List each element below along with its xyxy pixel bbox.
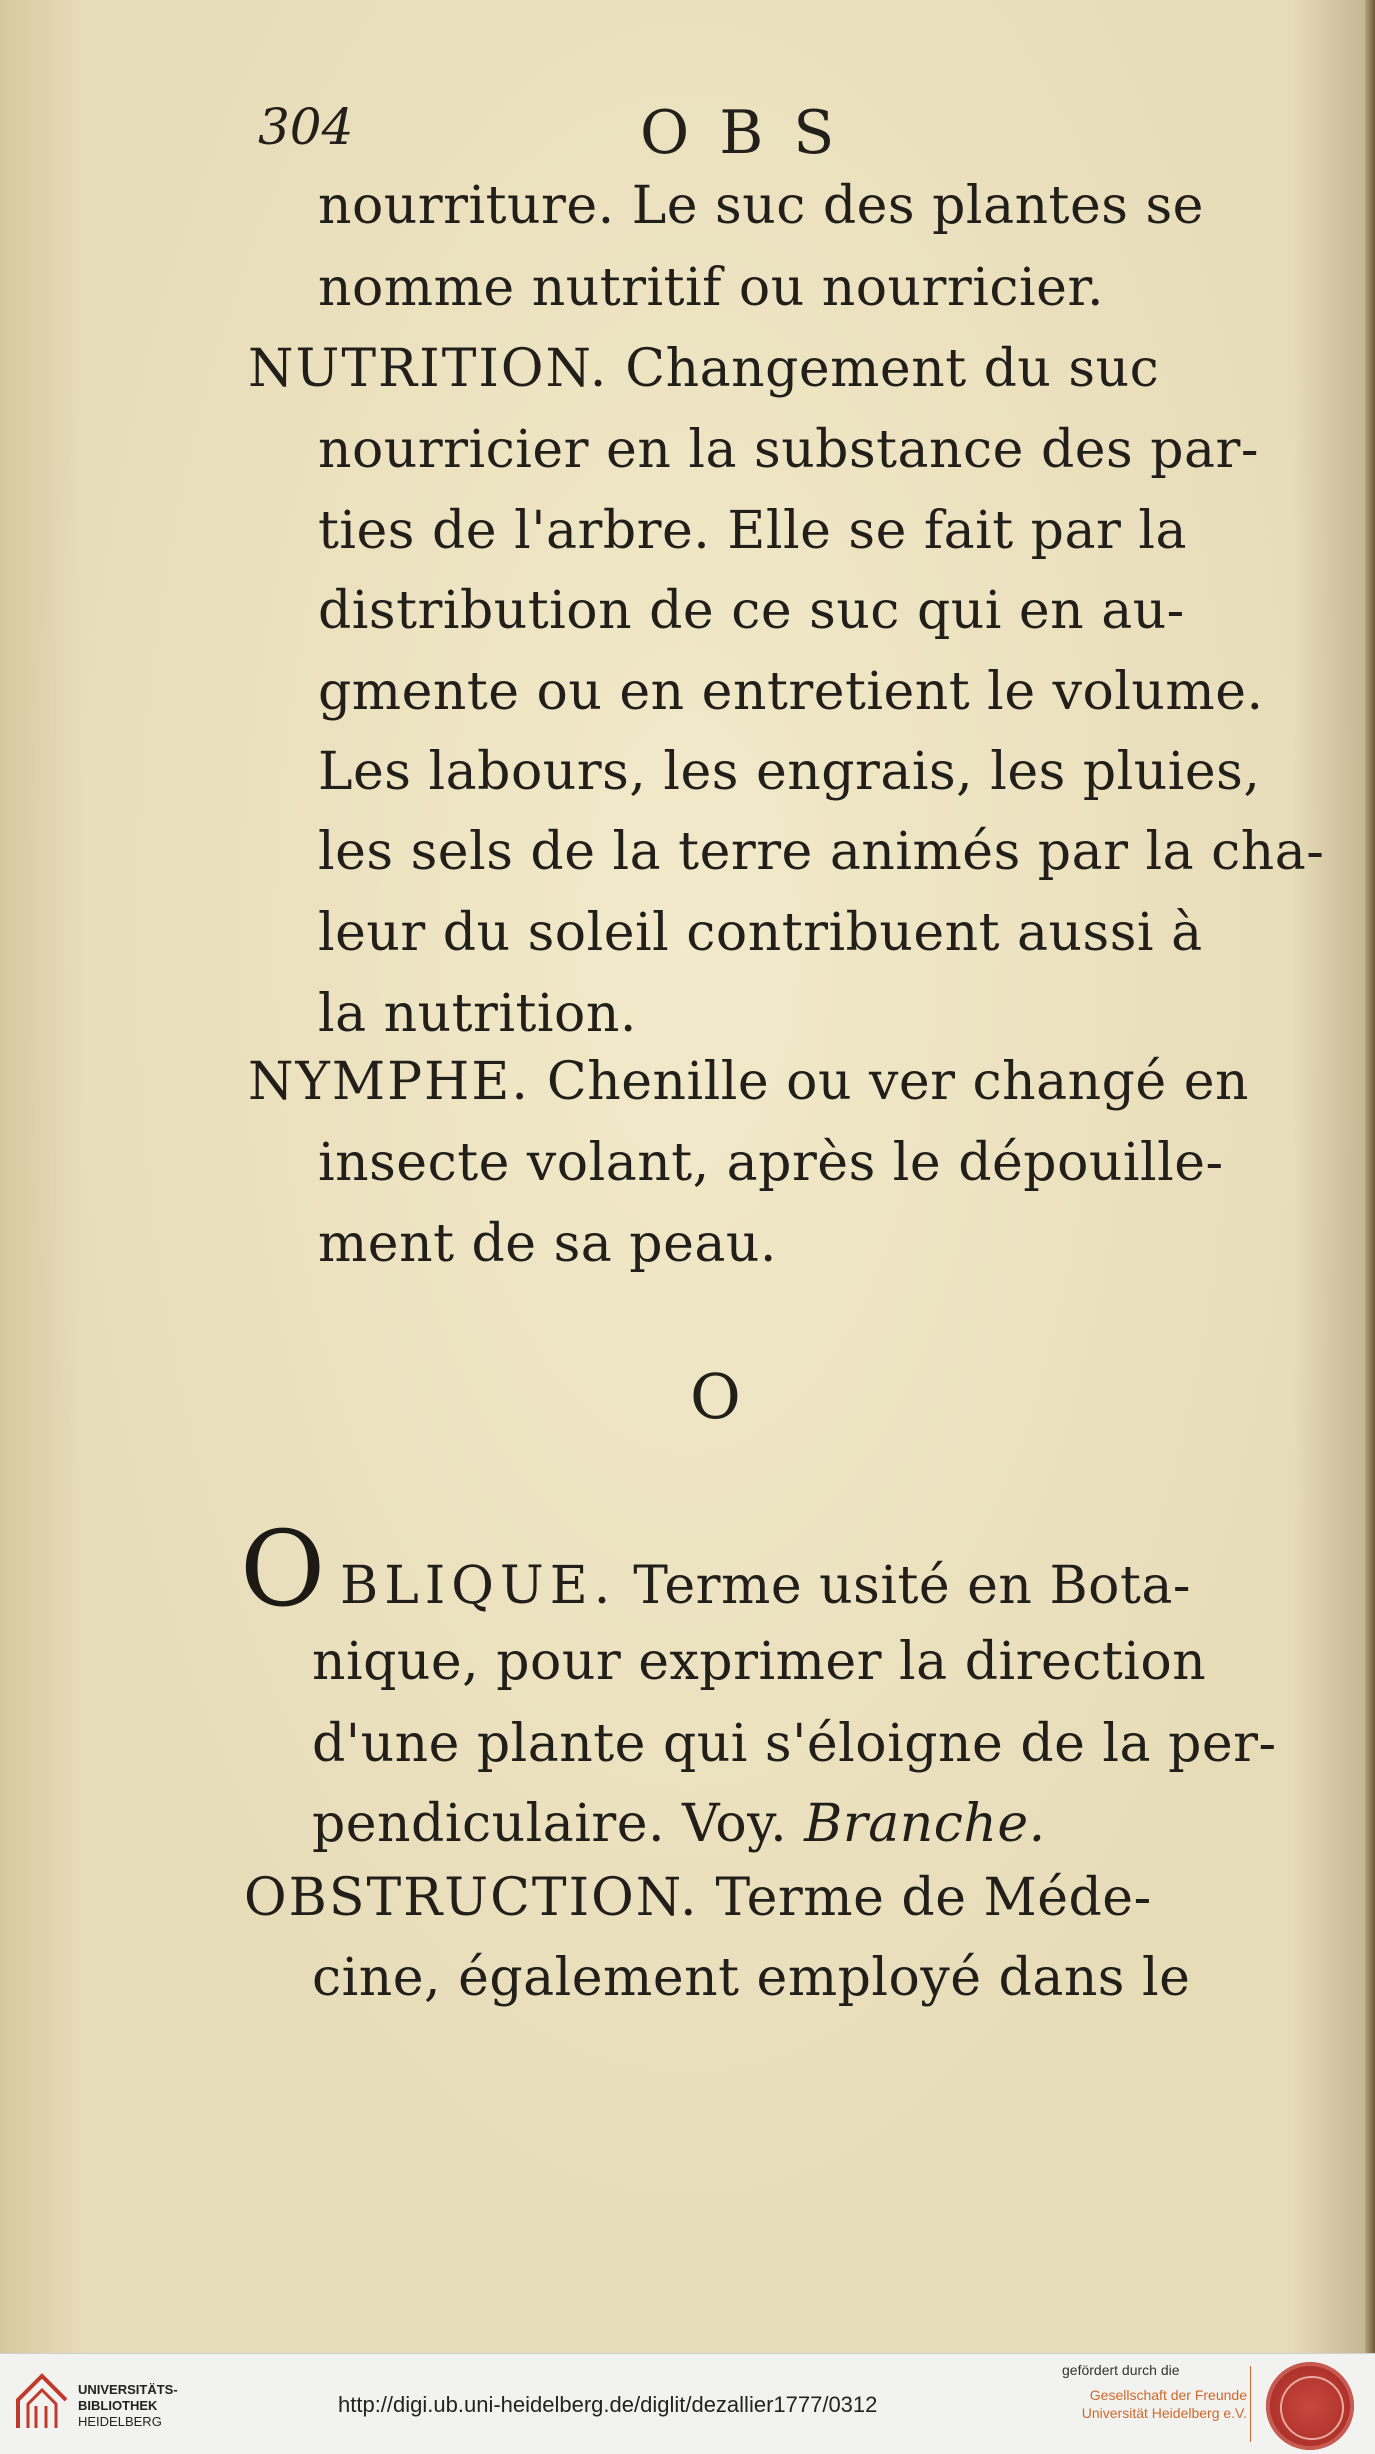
entry-text: Terme usité en Bota- bbox=[616, 1556, 1191, 1616]
text-line: cine, également employé dans le bbox=[312, 1948, 1191, 2008]
text-line: Les labours, les engrais, les pluies, bbox=[318, 742, 1261, 802]
university-seal-icon bbox=[1266, 2362, 1354, 2450]
text-line: gmente ou en entretient le volume. bbox=[318, 662, 1264, 722]
text-line: nourricier en la substance des par- bbox=[318, 420, 1259, 480]
seal-ring bbox=[1280, 2376, 1344, 2440]
entry-text: pendiculaire. Voy. bbox=[312, 1794, 805, 1854]
text-line: nique, pour exprimer la direction bbox=[312, 1632, 1207, 1692]
dropcap-letter: O bbox=[240, 1508, 326, 1630]
entry-nutrition-first-line bbox=[248, 339, 1160, 399]
text-line: leur du soleil contribuent aussi à bbox=[318, 903, 1203, 963]
text-line: d'une plante qui s'éloigne de la per- bbox=[312, 1714, 1277, 1774]
funded-by-label: gefördert durch die bbox=[1062, 2362, 1180, 2378]
entry-oblique-first-line bbox=[340, 1556, 1191, 1616]
text-line: nourriture. Le suc des plantes se bbox=[318, 176, 1204, 236]
library-name-line: HEIDELBERG bbox=[78, 2414, 162, 2429]
footer-bar bbox=[0, 2353, 1375, 2454]
page-spine-edge bbox=[1365, 0, 1375, 2353]
cross-reference: Branche. bbox=[804, 1794, 1046, 1854]
entry-text: Chenille ou ver changé en bbox=[529, 1052, 1249, 1112]
entry-text: Terme de Méde- bbox=[698, 1868, 1152, 1928]
section-letter: O bbox=[690, 1360, 741, 1433]
text-line bbox=[312, 1794, 1046, 1854]
entry-obstruction-first-line bbox=[244, 1868, 1152, 1928]
library-name-line: UNIVERSITÄTS- bbox=[78, 2382, 178, 2397]
running-head: OBS bbox=[640, 98, 865, 168]
text-line: insecte volant, après le dépouille- bbox=[318, 1133, 1224, 1193]
text-line: ties de l'arbre. Elle se fait par la bbox=[318, 501, 1187, 561]
society-name bbox=[1082, 2386, 1247, 2422]
text-line: les sels de la terre animés par la cha- bbox=[318, 822, 1325, 882]
library-logo-icon bbox=[14, 2370, 70, 2432]
entry-headword: NYMPHE. bbox=[248, 1052, 530, 1112]
text-line: la nutrition. bbox=[318, 984, 637, 1044]
society-name-line: Gesellschaft der Freunde bbox=[1089, 2387, 1247, 2403]
entry-nymphe-first-line bbox=[248, 1052, 1249, 1112]
text-line: distribution de ce suc qui en au- bbox=[318, 581, 1185, 641]
footer-divider bbox=[1250, 2366, 1251, 2442]
library-name bbox=[78, 2382, 178, 2430]
permalink-url[interactable]: http://digi.ub.uni-heidelberg.de/diglit/dezallier1777/0312 bbox=[338, 2392, 878, 2417]
entry-headword: BLIQUE. bbox=[340, 1556, 617, 1616]
text-line: ment de sa peau. bbox=[318, 1214, 777, 1274]
library-name-line: BIBLIOTHEK bbox=[78, 2398, 158, 2413]
page-number: 304 bbox=[258, 98, 354, 156]
entry-headword: OBSTRUCTION. bbox=[244, 1868, 699, 1928]
society-name-line: Universität Heidelberg e.V. bbox=[1081, 2405, 1247, 2421]
text-line: nomme nutritif ou nourricier. bbox=[318, 258, 1105, 318]
entry-text: Changement du suc bbox=[608, 339, 1160, 399]
entry-headword: NUTRITION. bbox=[248, 339, 609, 399]
